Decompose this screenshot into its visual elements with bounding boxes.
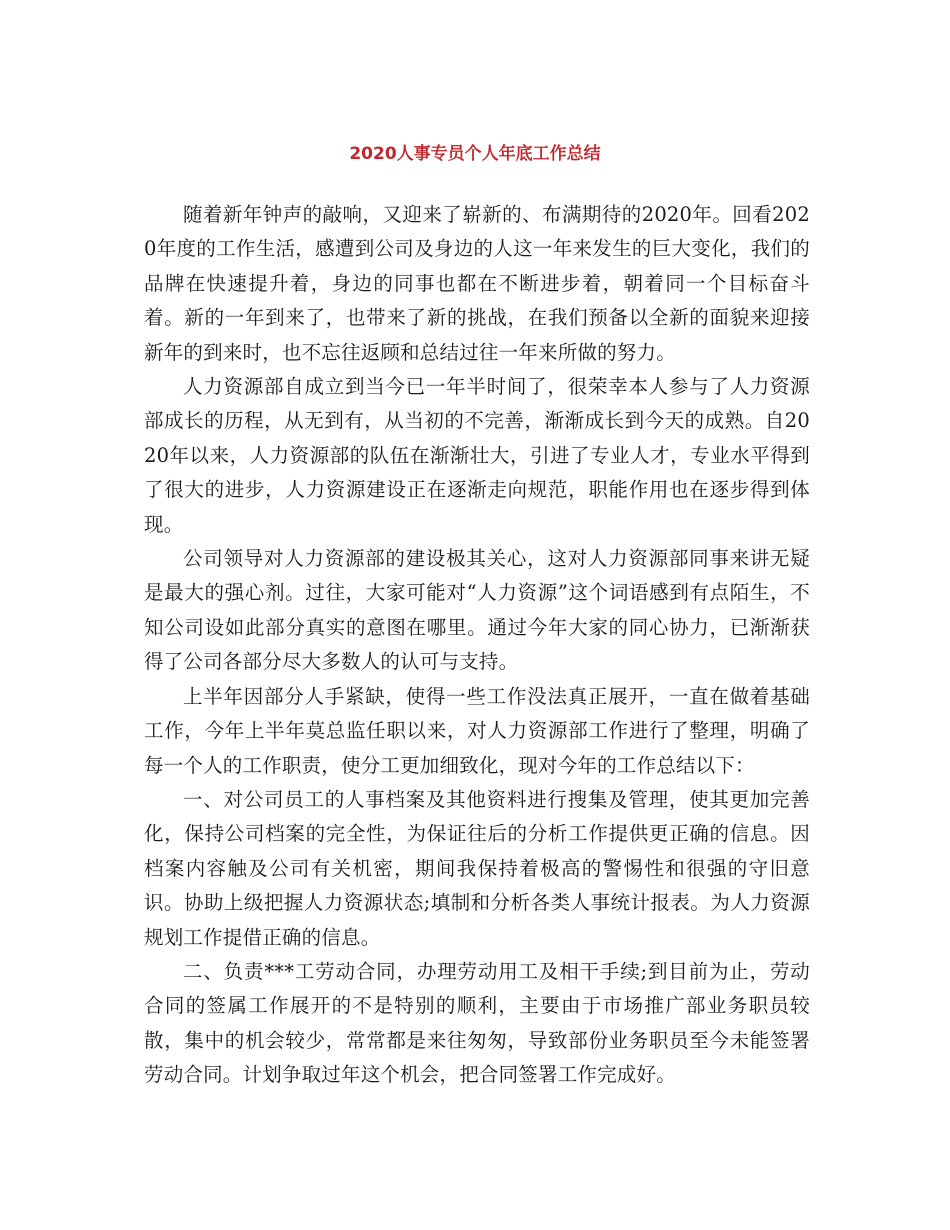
document-body xyxy=(144,198,810,1093)
paragraph-first-half-summary: 上半年因部分人手紧缺，使得一些工作没法真正展开，一直在做着基础工作，今年上半年莫总监任职以来，对人力资源部工作进行了整理，明确了每一个人的工作职责，使分工更加细致化，现对今年的工作总结以下： xyxy=(144,684,810,777)
paragraph-item-one: 一、对公司员工的人事档案及其他资料进行搜集及管理，使其更加完善化，保持公司档案的完全性，为保证往后的分析工作提供更正确的信息。因档案内容触及公司有关机密，期间我保持着极高的警惕性和很强的守旧意识。协助上级把握人力资源状态;填制和分析各类人事统计报表。为人力资源规划工作提借正确的信息。 xyxy=(144,787,810,949)
paragraph-item-two: 二、负责***工劳动合同，办理劳动用工及相干手续;到目前为止，劳动合同的签属工作展开的不是特别的顺利，主要由于市场推广部业务职员较散，集中的机会较少，常常都是来往匆匆，导致部份业务职员至今未能签署劳动合同。计划争取过年这个机会，把合同签署工作完成好。 xyxy=(144,959,810,1087)
paragraph-hr-growth: 人力资源部自成立到当今已一年半时间了，很荣幸本人参与了人力资源部成长的历程，从无到有，从当初的不完善，渐渐成长到今天的成熟。自2020年以来，人力资源部的队伍在渐渐壮大，引进了专业人才，专业水平得到了很大的进步，人力资源建设正在逐渐走向规范，职能作用也在逐步得到体现。 xyxy=(144,375,810,536)
paragraph-intro: 随着新年钟声的敲响，又迎来了崭新的、布满期待的2020年。回看2020年度的工作生活，感遭到公司及身边的人这一年来发生的巨大变化，我们的品牌在快速提升着，身边的同事也都在不断进步着，朝着同一个目标奋斗着。新的一年到来了，也带来了新的挑战，在我们预备以全新的面貌来迎接新年的到来时，也不忘往返顾和总结过往一年来所做的努力。 xyxy=(144,203,810,364)
document-title: 2020人事专员个人年底工作总结 xyxy=(349,144,601,164)
paragraph-leadership-support: 公司领导对人力资源部的建设极其关心，这对人力资源部同事来讲无疑是最大的强心剂。过往，大家可能对“人力资源”这个词语感到有点陌生，不知公司设如此部分真实的意图在哪里。通过今年大家的同心协力，已渐渐获得了公司各部分尽大多数人的认可与支持。 xyxy=(144,547,810,674)
